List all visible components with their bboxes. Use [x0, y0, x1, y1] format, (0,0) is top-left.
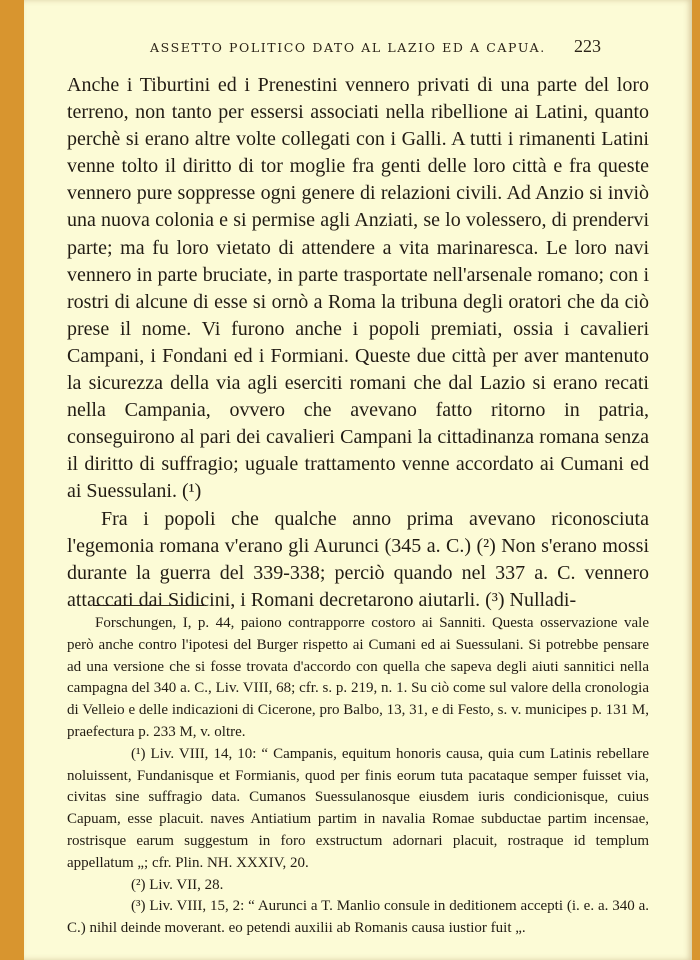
footnote-separator — [94, 605, 204, 606]
book-page — [24, 0, 692, 960]
page-number: 223 — [574, 36, 601, 56]
main-text — [67, 72, 649, 614]
footnote-3: (³) Liv. VIII, 15, 2: “ Aurunci a T. Manlio consule in deditionem accepti (i. e. a. 340 a. C.) nihil deinde moverant. eo petendi auxilii ab Romanis causa iustior fuit „. — [67, 898, 649, 937]
footnote-continuation: Forschungen, I, p. 44, paiono contrapporre costoro ai Sanniti. Questa osservazione vale però anche contro l'ipotesi del Burger rispetto ai Cumani ed ai Suessulani. Si potrebbe pensare ad una versione che si fosse trovata d'accordo con quella che sapeva degli aiuti sannitici nella campagna del 340 a. C., Liv. VIII, 68; cfr. s. p. 219, n. 1. Su ciò come sul valore della cronologia di Velleio e delle indicazioni di Cicerone, pro Balbo, 13, 31, e di Festo, s. v. municipes p. 131 M, praefectura p. 233 M, v. oltre. — [67, 615, 649, 740]
running-header: ASSETTO POLITICO DATO AL LAZIO ED A CAPUA. — [150, 40, 546, 55]
footnotes — [67, 613, 649, 940]
footnote-2: (²) Liv. VII, 28. — [131, 876, 224, 893]
paragraph: Anche i Tiburtini ed i Prenestini vennero privati di una parte del loro terreno, non tanto per essersi associati nella ribellione ai Latini, quanto perchè si erano altre volte collegati con i Galli. A tutti i rimanenti Latini venne tolto il diritto di tor moglie fra genti delle loro città e fra queste vennero pure soppresse ogni genere di relazioni civili. Ad Anzio si inviò una nuova colonia e si permise agli Anziati, se lo volessero, di prendervi parte; ma fu loro vietato di attendere a vita marinaresca. Le loro navi vennero in parte bruciate, in parte trasportate nell'arsenale romano; con i rostri di alcune di esse si ornò a Roma la tribuna degli oratori che da ciò prese il nome. Vi furono anche i popoli premiati, ossia i cavalieri Campani, i Fondani ed i Formiani. Queste due città per aver mantenuto la sicurezza della via agli eserciti romani che dal Lazio si erano recati nella Campania, ovvero che avevano fatto ritorno in patria, conseguirono al pari dei cavalieri Campani la cittadinanza romana senza il diritto di suffragio; uguale trattamento venne accordato ai Cumani ed ai Suessulani. (¹) — [67, 74, 649, 503]
footnote-1: (¹) Liv. VIII, 14, 10: “ Campanis, equitum honoris causa, quia cum Latinis rebellare noluissent, Fundanisque et Formianis, quod per finis eorum tuta pacataque semper fuisset via, civitas sine suffragio data. Cumanos Suessulanosque eiusdem iuris condicionisque, cuius Capuam, esse placuit. naves Antiatium partim in navalia Romae subductae partim incensae, rostrisque earum suggestum in foro exstructum adornari placuit, rostraque id templum appellatum „; cfr. Plin. NH. XXXIV, 20. — [67, 745, 649, 871]
paragraph: Fra i popoli che qualche anno prima avevano riconosciuta l'egemonia romana v'erano gli Aurunci (345 a. C.) (²) Non s'erano mossi durante la guerra del 339-338; perciò quando nel 337 a. C. vennero attaccati dai Sidicini, i Romani decretarono aiutarli. (³) Nulladi- — [67, 507, 649, 611]
